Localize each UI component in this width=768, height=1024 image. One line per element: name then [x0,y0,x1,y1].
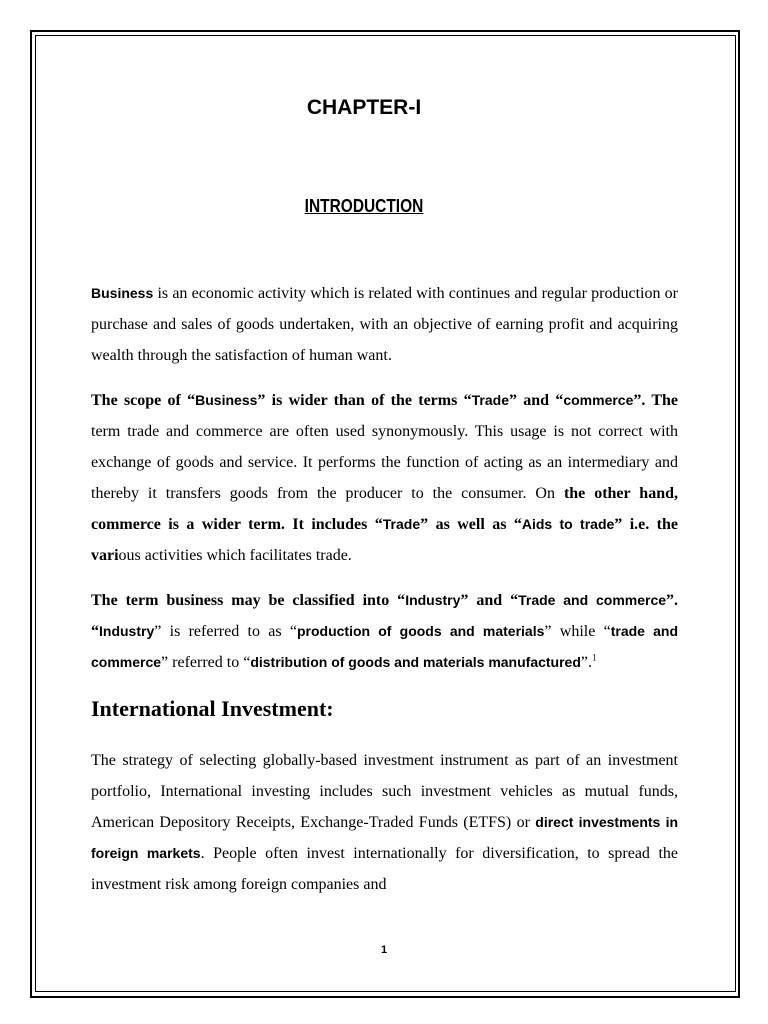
paragraph-international-investment [91,745,678,900]
text-run: ” is referred to as “ [154,623,297,640]
text-run: ” and “ [508,392,564,409]
section-title: INTRODUCTION [304,196,424,216]
term-distribution: distribution of goods and materials manufactured [250,654,581,670]
term-trade-and-commerce: Trade and commerce [518,592,667,608]
term-industry: Industry [99,623,155,639]
text-run: ”. [580,654,593,671]
text-run: ” i.e. the vari [91,516,679,564]
term-business: Business [91,285,154,301]
term-commerce: commerce [563,392,634,408]
text-run: ”. “ [91,592,679,640]
paragraph-text: is an economic activity which is related with continues and regular production or purchase and sales of goods undertaken, with an objective of earning profit and acquiring wealth through the satisfaction of human want. [91,285,678,364]
text-run: ” and “ [460,592,519,609]
paragraph-business-definition [91,278,678,371]
term-trade: Trade [382,516,421,532]
text-run: ous activities which facilitates trade. [118,547,352,564]
text-run: term trade and commerce are often used synonymously. This usage is not correct with exchange of goods and service. It performs the function of acting as an intermediary and thereby it transfers goods from the producer to the consumer. On [91,423,678,502]
text-run: ” while “ [544,623,611,640]
text-run: The scope of “ [91,392,196,409]
text-run: . People often invest internationally for diversification, to spread the investment risk among foreign companies and [91,845,678,893]
paragraph-business-classification [91,585,678,678]
text-run: ” referred to “ [161,654,251,671]
term-business: Business [195,392,258,408]
page-number: 1 [380,944,388,956]
text-run: ”. The [633,392,679,409]
term-industry: Industry [405,592,461,608]
term-direct-investments: direct investments in foreign markets [91,814,679,861]
paragraph-business-scope [91,385,678,571]
text-run: the other hand, commerce is a wider term. It includes “ [91,485,678,533]
text-run: The strategy of selecting globally-based investment instrument as part of an investment portfolio, International investing includes such investment vehicles as mutual funds, American Depository Receipts, Exchange-Traded Funds (ETFS) or [91,752,678,831]
term-production: production of goods and materials [296,623,545,639]
footnote-marker: 1 [592,652,597,663]
text-run: ” is wider than of the terms “ [257,392,472,409]
chapter-title: CHAPTER-I [306,96,422,119]
term-aids-to-trade: Aids to trade [521,516,615,532]
international-investment-heading: International Investment: [91,696,334,721]
term-trade-and-commerce: trade and commerce [91,623,679,670]
term-trade: Trade [471,392,509,408]
text-run: ” as well as “ [420,516,522,533]
text-run: The term business may be classified into “ [91,592,406,609]
